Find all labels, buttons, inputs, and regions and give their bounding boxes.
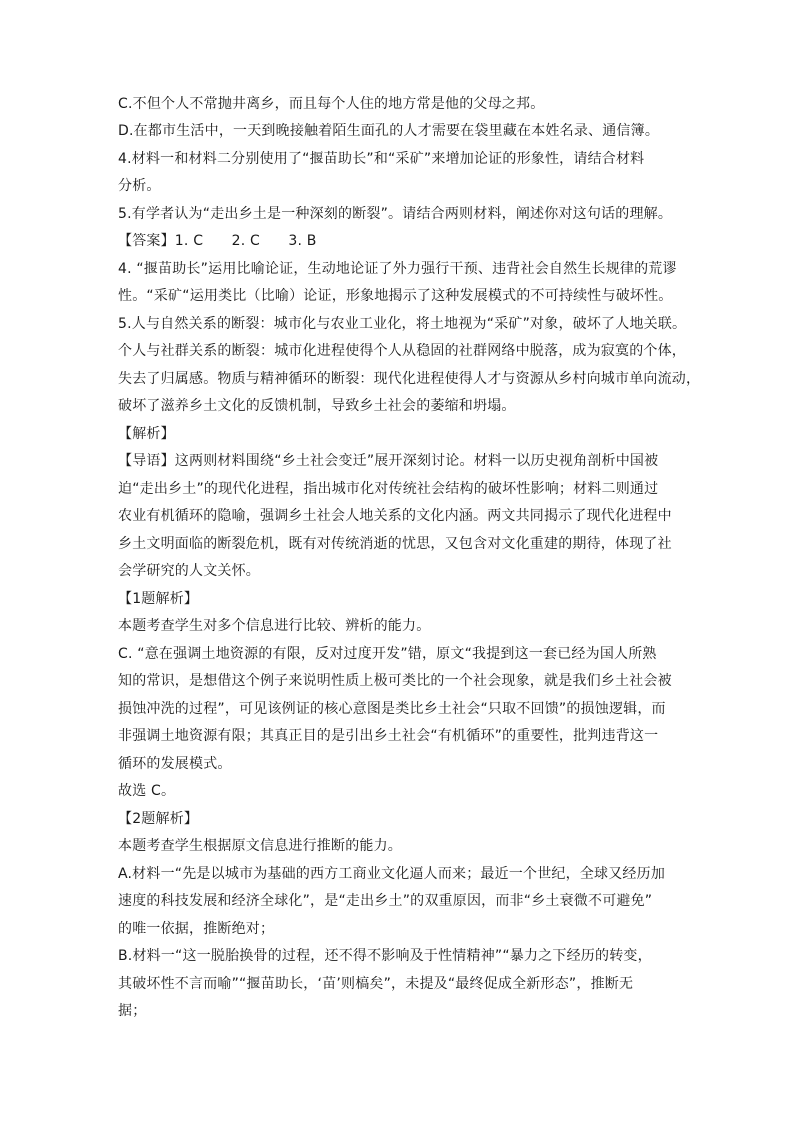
- intro-line-2: 迫“走出乡土”的现代化进程，指出城市化对传统社会结构的破坏性影响；材料二则通过: [118, 481, 659, 497]
- answer-5-line-3: 失去了归属感。物质与精神循环的断裂：现代化进程使得人才与资源从乡村向城市单向流动，: [118, 371, 701, 387]
- option-c-line: C.不但个人不常抛井离乡，而且每个人住的地方常是他的父母之邦。: [118, 96, 545, 112]
- q2-analysis-line-7: 据；: [118, 1003, 147, 1019]
- question-4-line-1: 4.材料一和材料二分别使用了“揠苗助长”和“采矿”来增加论证的形象性，请结合材料: [118, 151, 645, 167]
- q1-analysis-line-4: 损蚀冲洗的过程”，可见该例证的核心意图是类比乡土社会“只取不回馈”的损蚀逻辑，而: [118, 701, 666, 717]
- q1-analysis-line-2: C. “意在强调土地资源的有限，反对过度开发”错，原文“我提到这一套已经为国人所熟: [118, 646, 657, 662]
- option-d-line: D.在都市生活中，一天到晚接触着陌生面孔的人才需要在袋里藏在本姓名录、通信簿。: [118, 123, 660, 139]
- q2-analysis-heading: 【2题解析】: [118, 811, 199, 827]
- q1-analysis-line-1: 本题考查学生对多个信息进行比较、辨析的能力。: [118, 618, 431, 634]
- intro-line-4: 乡土文明面临的断裂危机，既有对传统消逝的忧思，又包含对文化重建的期待，体现了社: [118, 536, 672, 552]
- question-4-line-2: 分析。: [118, 178, 161, 194]
- q1-answer-line: 故选 C。: [118, 783, 176, 799]
- answer-5-line-4: 破坏了滋养乡土文化的反馈机制，导致乡土社会的萎缩和坍塌。: [118, 398, 516, 414]
- q2-analysis-line-3: 速度的科技发展和经济全球化”，是“走出乡土”的双重原因，而非“乡土衰微不可避免”: [118, 893, 653, 909]
- q2-analysis-line-1: 本题考查学生根据原文信息进行推断的能力。: [118, 838, 402, 854]
- question-5-line: 5.有学者认为“走出乡土是一种深刻的断裂”。请结合两则材料，阐述你对这句话的理解。: [118, 206, 673, 222]
- answer-5-line-1: 5.人与自然关系的断裂：城市化与农业工业化，将土地视为“采矿”对象，破坏了人地关联。: [118, 316, 687, 332]
- q1-analysis-heading: 【1题解析】: [118, 591, 199, 607]
- q1-analysis-line-5: 非强调土地资源有限；其真正目的是引出乡土社会“有机循环”的重要性，批判违背这一: [118, 728, 659, 744]
- answer-4-line-2: 性。“采矿“运用类比（比喻）论证，形象地揭示了这种发展模式的不可持续性与破坏性。: [118, 288, 673, 304]
- q2-analysis-line-5: B.材料一“这一脱胎换骨的过程，还不得不影响及于性情精神”“暴力之下经历的转变，: [118, 948, 652, 964]
- q1-analysis-line-3: 知的常识，是想借这个例子来说明性质上极可类比的一个社会现象，就是我们乡土社会被: [118, 673, 672, 689]
- intro-line-5: 会学研究的人文关怀。: [118, 563, 260, 579]
- q1-analysis-line-6: 循环的发展模式。: [118, 756, 232, 772]
- intro-line-3: 农业有机循环的隐喻，强调乡土社会人地关系的文化内涵。两文共同揭示了现代化进程中: [118, 508, 672, 524]
- q2-analysis-line-2: A.材料一“先是以城市为基础的西方工商业文化逼人而来；最近一个世纪，全球又经历加: [118, 866, 666, 882]
- q2-analysis-line-4: 的唯一依据，推断绝对；: [118, 921, 275, 937]
- answer-line: 【答案】1. C 2. C 3. B: [118, 233, 317, 249]
- answer-5-line-2: 个人与社群关系的断裂：城市化进程使得个人从稳固的社群网络中脱落，成为寂寞的个体，: [118, 343, 686, 359]
- q2-analysis-line-6: 其破坏性不言而喻”“揠苗助长，‘苗’则槁矣”，未提及“最终促成全新形态”，推断无: [118, 976, 634, 992]
- intro-line-1: 【导语】这两则材料围绕“乡土社会变迁”展开深刻讨论。材料一以历史视角剖析中国被: [118, 453, 659, 469]
- analysis-heading: 【解析】: [118, 426, 175, 442]
- answer-4-line-1: 4. “揠苗助长”运用比喻论证，生动地论证了外力强行干预、违背社会自然生长规律的荒谬: [118, 261, 677, 277]
